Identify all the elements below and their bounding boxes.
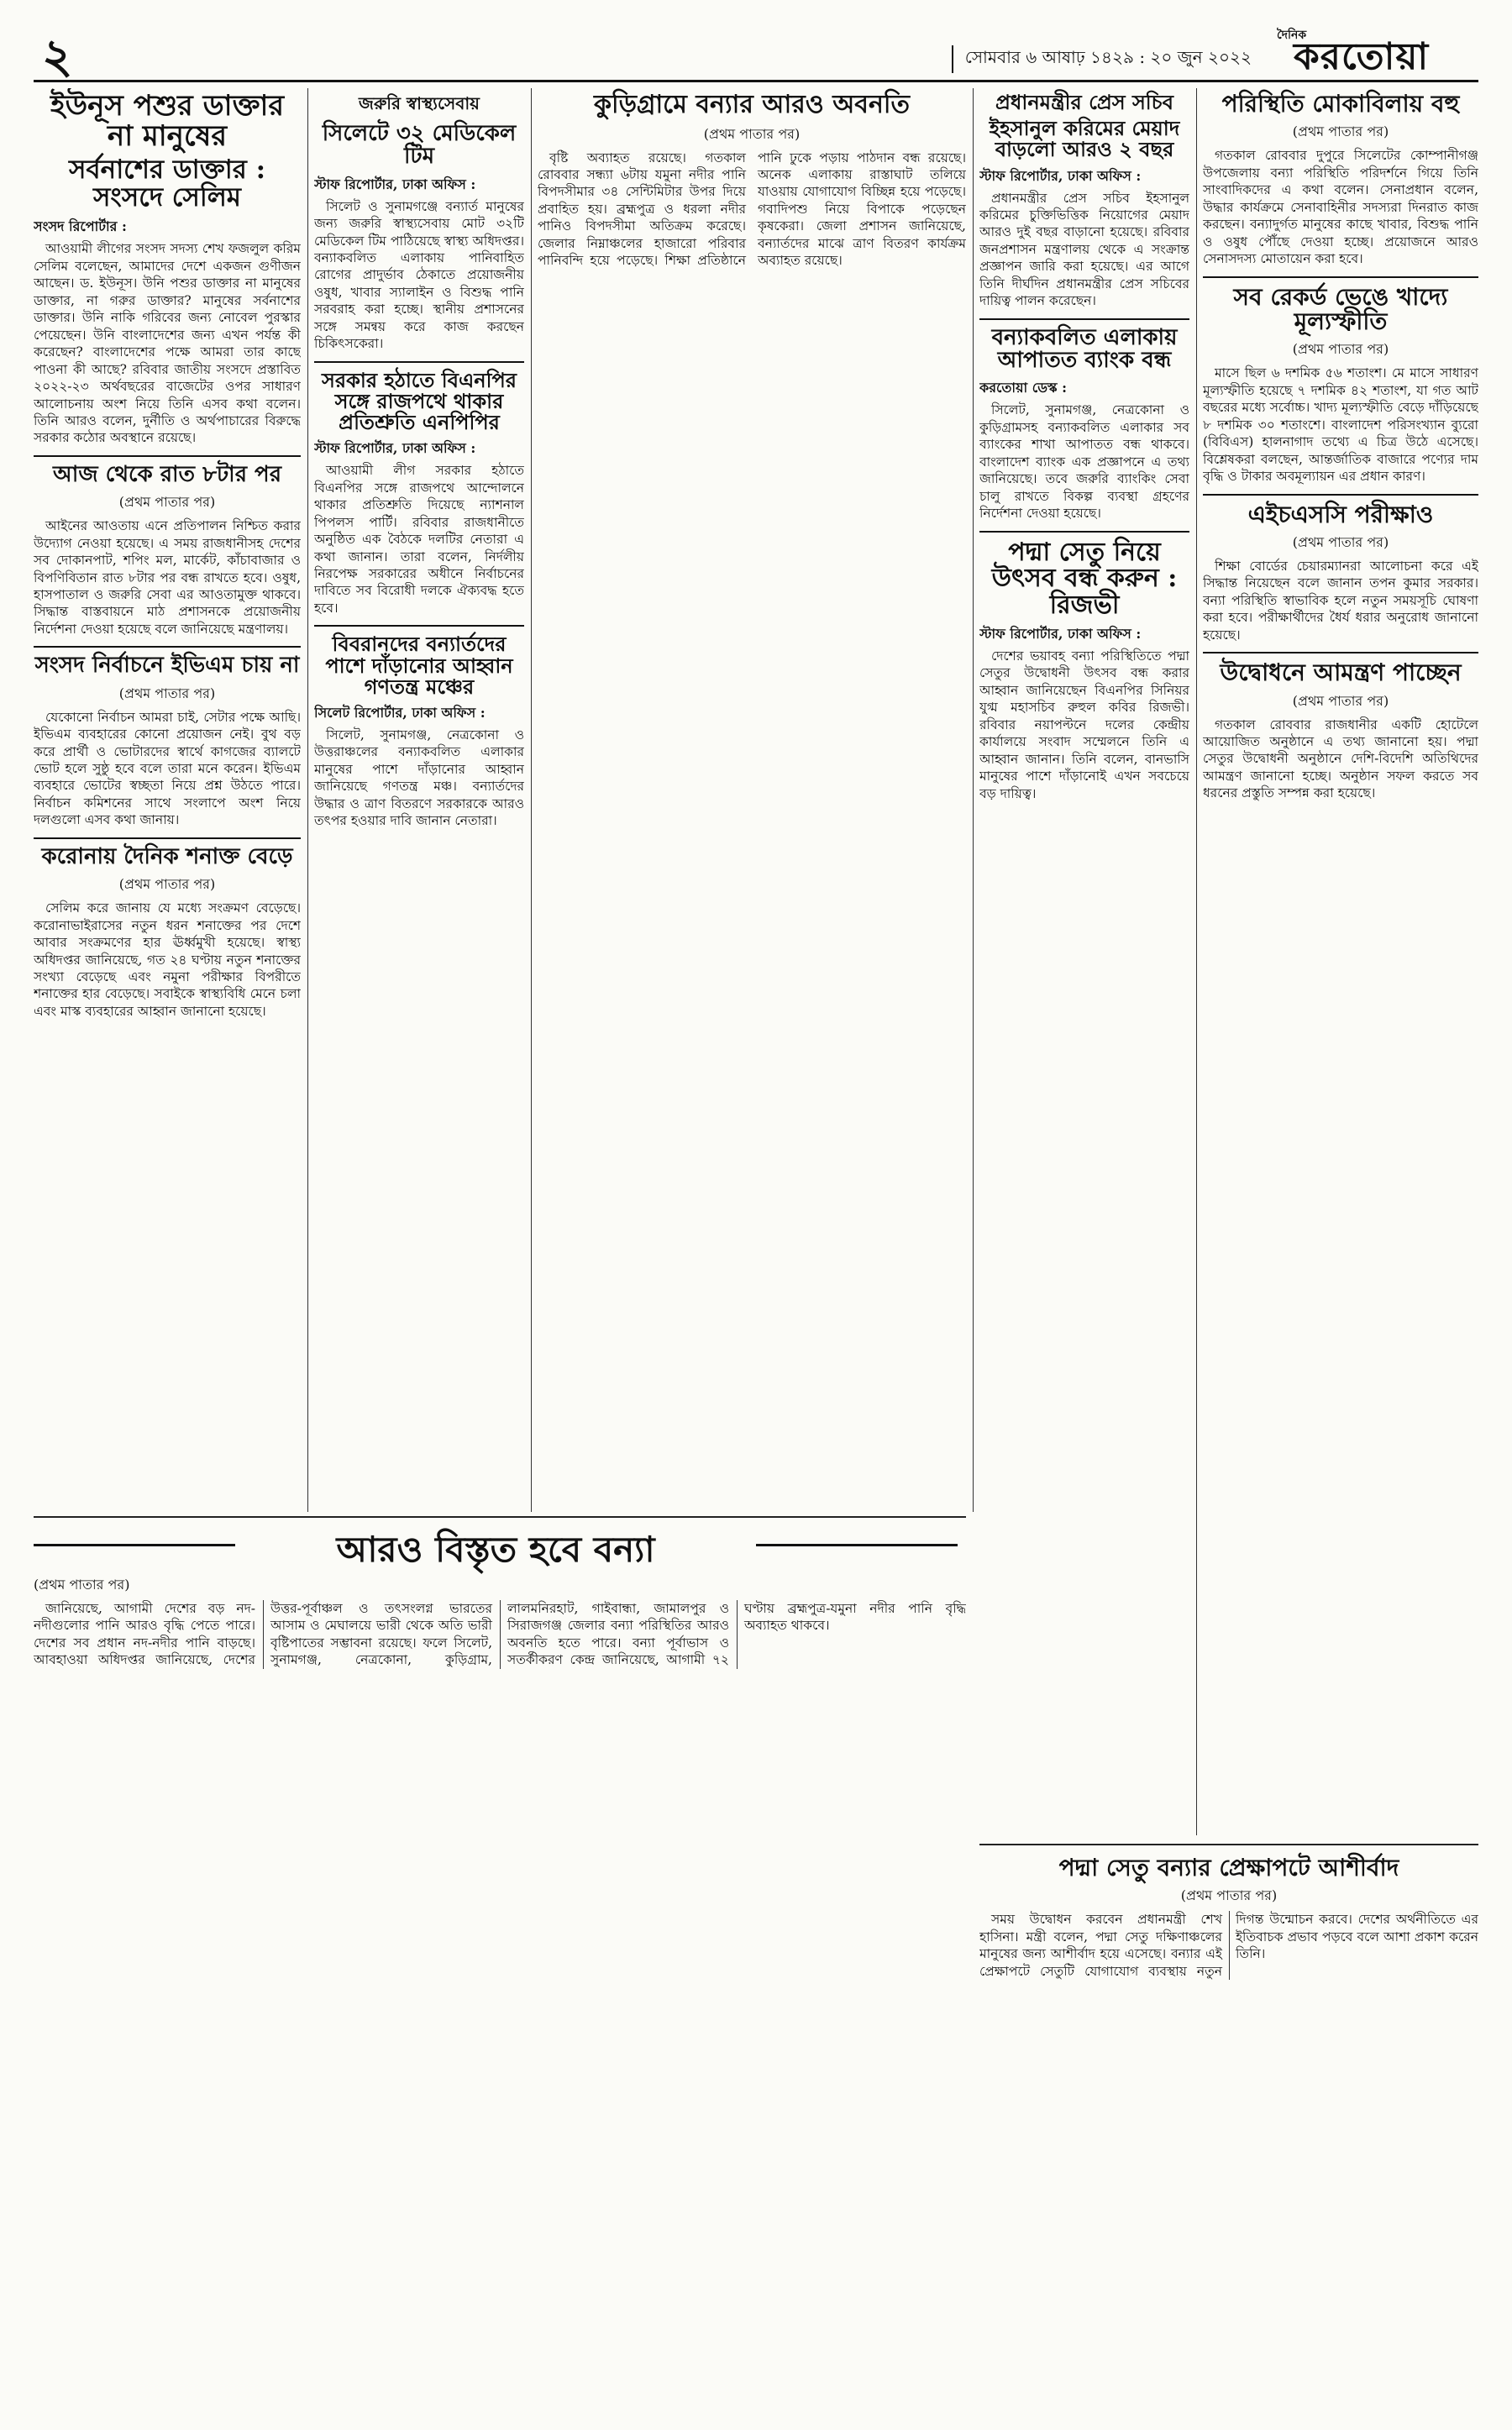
padma-section [979,531,1189,803]
inflation-continued: (প্রথম পাতার পর) [1292,341,1389,358]
selim-body [34,240,301,446]
press-body [979,190,1189,310]
medical-body [314,198,524,353]
inflation-headline: সব রেকর্ড ভেঙে খাদ্যে মূল্যস্ফীতি [1233,282,1448,335]
bonnarto-body [314,727,524,830]
kurigram-headline: কুড়িগ্রামে বন্যার আরও অবনতি [594,90,910,119]
evm-text: যেকোনো নির্বাচন আমরা চাই, সেটার পক্ষে আছি। ইভিএম ব্যবহারের কোনো প্রয়োজন নেই। বুথ বড় করে প্রার্থী ও ভোটারদের স্বার্থে কাগজের ব্যালটে ভোট হলে সুষ্ঠু হবে বলে তারা মনে করেন। ইভিএম ব্যবহারে ভোটের স্বচ্ছতা নিয়ে প্রশ্ন উঠতে পারে। নির্বাচন কমিশনের সাথে সংলাপে অংশ নিয়ে দলগুলো এসব কথা জানায়। [34,709,301,828]
selim-byline: সংসদ রিপোর্টার : [34,218,127,235]
padma-byline: স্টাফ রিপোর্টার, ঢাকা অফিস : [979,626,1142,642]
selim-headline-2: সর্বনাশের ডাক্তার : সংসদে সেলিম [68,155,266,213]
invite-continued: (প্রথম পাতার পর) [1292,692,1389,709]
banner-right-bar [756,1544,958,1546]
selim-text: আওয়ামী লীগের সংসদ সদস্য শেখ ফজলুল করিম সেলিম বলেছেন, আমাদের দেশে একজন গুণীজন আছেন। ড. ইউনূস। উনি পশুর ডাক্তার না মানুষের ডাক্তার, না গরুর ডাক্তার? মানুষের সর্বনাশের ডাক্তার। উনি নাকি গরিবের জন্য নোবেল পুরস্কার পেয়েছেন। উনি বাংলাদেশের জন্য এখন পর্যন্ত কী করেছেন? বাংলাদেশের পক্ষে আমরা তার কাছে পাওনা কী আছে? রবিবার জাতীয় সংসদে প্রস্তাবিত ২০২২-২৩ অর্থবছরের বাজেটের ওপর সাধারণ আলোচনায় অংশ নিয়ে তিনি এসব কথা বলেন। তিনি আরও বলেন, দুর্নীতি ও অর্থপাচারের বিরুদ্ধে সরকার কঠোর অবস্থানে রয়েছে। [34,241,301,446]
column-1 [34,88,301,1512]
bnp-text: আওয়ামী লীগ সরকার হঠাতে বিএনপির সঙ্গে রাজপথে আন্দোলনে থাকার প্রতিশ্রুতি দিয়েছে ন্যাশনাল পিপলস পার্টি। রবিবার রাজধানীতে অনুষ্ঠিত এক বৈঠকে দলটির নেতারা এ কথা জানান। তারা বলেন, নির্দলীয় নিরপেক্ষ সরকারের অধীনে নির্বাচনের দাবিতে সব বিরোধী দলকে ঐক্যবদ্ধ হতে হবে। [314,463,524,616]
corona-body [34,900,301,1020]
corona-continued: (প্রথম পাতার পর) [118,876,216,893]
rat-text: আইনের আওতায় এনে প্রতিপালন নিশ্চিত করার উদ্যোগ নেওয়া হয়েছে। এ সময় রাজধানীসহ দেশের সব দোকানপাট, শপিং মল, মার্কেট, কাঁচাবাজার ও বিপণিবিতান রাত ৮টার পর বন্ধ রাখতে হবে। ওষুধ, হাসপাতাল ও জরুরি সেবা এর আওতামুক্ত থাকবে। সিদ্ধান্ত বাস্তবায়নে মাঠ প্রশাসনকে প্রয়োজনীয় নির্দেশনা দেওয়া হয়েছে বলে জানিয়েছে মন্ত্রণালয়। [34,518,301,637]
section-divider [34,1516,966,1518]
evm-section [34,646,301,828]
blessing-text: সময় উদ্বোধন করবেন প্রধানমন্ত্রী শেখ হাসিনা। মন্ত্রী বলেন, পদ্মা সেতু দক্ষিণাঞ্চলের মানুষের জন্য আশীর্বাদ হয়ে এসেছে। বন্যার এই প্রেক্ষাপটে সেতুটি যোগাযোগ ব্যবস্থায় নতুন দিগন্ত উন্মোচন করবে। দেশের অর্থনীতিতে এর ইতিবাচক প্রভাব পড়বে বলে আশা প্রকাশ করেন তিনি। [979,1912,1478,1979]
medical-byline: স্টাফ রিপোর্টার, ঢাকা অফিস : [314,176,476,192]
padma-text: দেশের ভয়াবহ বন্যা পরিস্থিতিতে পদ্মা সেতুর উদ্বোধনী উৎসব বন্ধ করার আহ্বান জানিয়েছেন বিএনপির সিনিয়র যুগ্ম মহাসচিব রুহুল কবির রিজভী। রবিবার নয়াপল্টনে দলের কেন্দ্রীয় কার্যালয়ে সংবাদ সম্মেলনে তিনি এ আহ্বান জানান। তিনি বলেন, বানভাসি মানুষের পাশে দাঁড়ানোই এখন সবচেয়ে বড় দায়িত্ব। [979,648,1189,801]
flood-body [34,1600,966,1669]
situation-body [1203,147,1478,267]
rat-continued: (প্রথম পাতার পর) [118,494,216,511]
blessing-article [979,1852,1478,2404]
hsc-continued: (প্রথম পাতার পর) [1292,533,1389,550]
situation-continued: (প্রথম পাতার পর) [1292,123,1389,140]
page-header [34,17,1478,82]
column-5 [1203,88,1478,1835]
logo-title: করতোয়া [1294,35,1430,78]
flood-headline: আরও বিস্তৃত হবে বন্যা [336,1529,655,1570]
bnp-byline: স্টাফ রিপোর্টার, ঢাকা অফিস : [314,440,476,457]
column-divider [973,88,974,1512]
bnp-section [314,361,524,617]
hsc-text: শিক্ষা বোর্ডের চেয়ারম্যানরা আলোচনা করে এই সিদ্ধান্ত নিয়েছেন বলে জানান তপন কুমার সরকার। বন্যা পরিস্থিতি স্বাভাবিক হলে নতুন সময়সূচি ঘোষণা করা হবে। পরীক্ষার্থীদের ধৈর্য ধরার অনুরোধ জানানো হয়েছে। [1203,558,1478,643]
padma-body [979,648,1189,802]
corona-text: সেলিম করে জানায় যে মধ্যে সংক্রমণ বেড়েছে। করোনাভাইরাসের নতুন ধরন শনাক্তের পর দেশে আবার সংক্রমণের হার ঊর্ধ্বমুখী হয়েছে। স্বাস্থ্য অধিদপ্তর জানিয়েছে, গত ২৪ ঘণ্টায় নতুন শনাক্তের সংখ্যা বেড়েছে এবং নমুনা পরীক্ষার বিপরীতে শনাক্তের হার বেড়েছে। সবাইকে স্বাস্থ্যবিধি মেনে চলা এবং মাস্ক ব্যবহারের আহ্বান জানানো হয়েছে। [34,900,301,1019]
kurigram-text: বৃষ্টি অব্যাহত রয়েছে। গতকাল রোববার সন্ধ্যা ৬টায় যমুনা নদীর পানি বিপদসীমার ৩৪ সেন্টিমিটার উপর দিয়ে প্রবাহিত হয়। ব্রহ্মপুত্র ও ধরলা নদীর পানিও বিপদসীমা অতিক্রম করেছে। জেলার নিম্নাঞ্চলের হাজারো পরিবার পানিবন্দি হয়ে পড়েছে। শিক্ষা প্রতিষ্ঠানে পানি ঢুকে পড়ায় পাঠদান বন্ধ রয়েছে। অনেক এলাকায় রাস্তাঘাট তলিয়ে যাওয়ায় যোগাযোগ বিচ্ছিন্ন হয়ে পড়েছে। গবাদিপশু নিয়ে বিপাকে পড়েছেন কৃষকেরা। জেলা প্রশাসন জানিয়েছে, বন্যার্তদের মাঝে ত্রাণ বিতরণ কার্যক্রম অব্যাহত রয়েছে। [538,150,966,269]
bank-section [979,318,1189,522]
bonnarto-byline: সিলেট রিপোর্টার, ঢাকা অফিস : [314,704,486,721]
press-headline-1: প্রধানমন্ত্রীর প্রেস সচিব [995,90,1173,114]
blessing-headline: পদ্মা সেতু বন্যার প্রেক্ষাপটে আশীর্বাদ [1058,1854,1399,1882]
rat-section [34,455,301,638]
medical-kicker: জরুরি স্বাস্থ্যসেবায় [359,93,480,113]
dateline: সোমবার ৬ আষাঢ় ১৪২৯ : ২০ জুন ২০২২ [952,45,1252,73]
column-2 [314,88,524,1512]
rat-body [34,517,301,638]
banner-left-bar [34,1544,235,1546]
bank-body [979,402,1189,522]
press-byline: স্টাফ রিপোর্টার, ঢাকা অফিস : [979,167,1142,184]
hsc-body [1203,558,1478,643]
column-4 [979,88,1189,1835]
invite-headline: উদ্বোধনে আমন্ত্রণ পাচ্ছেন [1220,659,1462,687]
blessing-continued: (প্রথম পাতার পর) [1180,1887,1278,1904]
hsc-headline: এইচএসসি পরীক্ষাও [1247,500,1434,528]
evm-continued: (প্রথম পাতার পর) [118,685,216,701]
evm-headline: সংসদ নির্বাচনে ইভিএম চায় না [34,653,300,679]
column-divider [531,88,532,1512]
evm-body [34,709,301,829]
bank-byline: করতোয়া ডেস্ক : [979,380,1067,396]
situation-text: গতকাল রোববার দুপুরে সিলেটের কোম্পানীগঞ্জ উপজেলায় বন্যা পরিস্থিতি পরিদর্শনে গিয়ে তিনি সাংবাদিকদের এ কথা বলেন। সেনাপ্রধান বলেন, উদ্ধার কার্যক্রমে সেনাবাহিনীর সদস্যরা দিনরাত কাজ করছেন। বন্যাদুর্গত মানুষের কাছে খাবার, বিশুদ্ধ পানি ও ওষুধ পৌঁছে দেওয়া হচ্ছে। প্রয়োজনে আরও সেনাসদস্য মোতায়েন করা হবে। [1203,148,1478,267]
inflation-body [1203,365,1478,485]
situation-headline: পরিস্থিতি মোকাবিলায় বহু [1221,90,1460,118]
flood-banner [34,1522,958,1570]
flood-article [34,1572,966,2404]
invite-section [1203,652,1478,802]
hsc-section [1203,494,1478,644]
bonnarto-headline: বিবরানদের বন্যার্তদের পাশে দাঁড়ানোর আহ্বান গণতন্ত্র মঞ্চের [325,632,513,699]
bonnarto-text: সিলেট, সুনামগঞ্জ, নেত্রকোনা ও উত্তরাঞ্চলের বন্যাকবলিত এলাকার মানুষের পাশে দাঁড়ানোর আহ্বান জানিয়েছে গণতন্ত্র মঞ্চ। বন্যার্তদের উদ্ধার ও ত্রাণ বিতরণে সরকারকে আরও তৎপর হওয়ার দাবি জানান নেতারা। [314,727,524,829]
selim-headline-1: ইউনূস পশুর ডাক্তার না মানুষের [50,89,285,153]
inflation-section [1203,276,1478,485]
medical-headline: সিলেটে ৩২ মেডিকেল টিম [322,121,517,170]
bnp-body [314,462,524,617]
bank-text: সিলেট, সুনামগঞ্জ, নেত্রকোনা ও কুড়িগ্রামসহ বন্যাকবলিত এলাকার সব ব্যাংকের শাখা আপাতত বন্ধ থাকবে। বাংলাদেশ ব্যাংক এক প্রজ্ঞাপনে এ তথ্য জানিয়েছে। তবে জরুরি ব্যাংকিং সেবা চালু রাখতে বিকল্প ব্যবস্থা গ্রহণের নির্দেশনা দেওয়া হয়েছে। [979,402,1189,522]
bank-headline: বন্যাকবলিত এলাকায় আপাতত ব্যাংক বন্ধ [991,324,1178,374]
press-headline-2: ইহসানুল করিমের মেয়াদ বাড়লো আরও ২ বছর [989,116,1180,162]
column-3 [538,88,966,1512]
rat-headline: আজ থেকে রাত ৮টার পর [53,461,281,487]
invite-body [1203,716,1478,802]
section-divider [979,1844,1478,1845]
flood-continued: (প্রথম পাতার পর) [34,1577,130,1593]
press-text: প্রধানমন্ত্রীর প্রেস সচিব ইহসানুল করিমের চুক্তিভিত্তিক নিয়োগের মেয়াদ আরও দুই বছর বাড়ানো হয়েছে। রবিবার জনপ্রশাসন মন্ত্রণালয় থেকে এ সংক্রান্ত প্রজ্ঞাপন জারি করা হয়েছে। এর আগে তিনি দীর্ঘদিন প্রধানমন্ত্রীর প্রেস সচিবের দায়িত্ব পালন করেছেন। [979,190,1189,309]
blessing-body [979,1911,1478,1980]
flood-text: জানিয়েছে, আগামী দেশের বড় নদ-নদীগুলোর পানি আরও বৃদ্ধি পেতে পারে। দেশের সব প্রধান নদ-নদীর পানি বাড়ছে। আবহাওয়া অধিদপ্তর জানিয়েছে, দেশের উত্তর-পূর্বাঞ্চল ও তৎসংলগ্ন ভারতের আসাম ও মেঘালয়ে ভারী থেকে অতি ভারী বৃষ্টিপাতের সম্ভাবনা রয়েছে। ফলে সিলেট, সুনামগঞ্জ, নেত্রকোনা, কুড়িগ্রাম, লালমনিরহাট, গাইবান্ধা, জামালপুর ও সিরাজগঞ্জ জেলার বন্যা পরিস্থিতির আরও অবনতি হতে পারে। বন্যা পূর্বাভাস ও সতর্কীকরণ কেন্দ্র জানিয়েছে, আগামী ৭২ ঘণ্টায় ব্রহ্মপুত্র-যমুনা নদীর পানি বৃদ্ধি অব্যাহত থাকবে। [34,1601,966,1668]
page-number: ২ [42,29,73,84]
medical-text: সিলেট ও সুনামগঞ্জে বন্যার্ত মানুষের জন্য জরুরি স্বাস্থ্যসেবায় মোট ৩২টি মেডিকেল টিম পাঠিয়েছে স্বাস্থ্য অধিদপ্তর। বন্যাকবলিত এলাকায় পানিবাহিত রোগের প্রাদুর্ভাব ঠেকাতে প্রয়োজনীয় ওষুধ, খাবার স্যালাইন ও বিশুদ্ধ পানি সরবরাহ করা হচ্ছে। স্থানীয় প্রশাসনের সঙ্গে সমন্বয় করে কাজ করছেন চিকিৎসকেরা। [314,198,524,352]
corona-headline: করোনায় দৈনিক শনাক্ত বেড়ে [41,843,293,869]
inflation-text: মাসে ছিল ৬ দশমিক ৫৬ শতাংশ। মে মাসে সাধারণ মূল্যস্ফীতি হয়েছে ৭ দশমিক ৪২ শতাংশ, যা গত আট বছরের মধ্যে সর্বোচ্চ। খাদ্য মূল্যস্ফীতি বেড়ে দাঁড়িয়েছে ৮ দশমিক ৩০ শতাংশে। বাংলাদেশ পরিসংখ্যান ব্যুরো (বিবিএস) হালনাগাদ তথ্যে এ চিত্র উঠে এসেছে। বিশ্লেষকরা বলছেন, আন্তর্জাতিক বাজারে পণ্যের দাম বৃদ্ধি ও টাকার অবমূল্যায়ন এর প্রধান কারণ। [1203,365,1478,485]
corona-section [34,837,301,1020]
bonnarto-section [314,625,524,829]
kurigram-continued: (প্রথম পাতার পর) [703,125,801,142]
newspaper-logo [1268,17,1478,76]
bnp-headline: সরকার হঠাতে বিএনপির সঙ্গে রাজপথে থাকার প্রতিশ্রুতি এনপিপির [322,367,517,435]
kurigram-body [538,150,966,270]
column-divider [307,88,308,1512]
invite-text: গতকাল রোববার রাজধানীর একটি হোটেলে আয়োজিত অনুষ্ঠানে এ তথ্য জানানো হয়। পদ্মা সেতুর উদ্বোধনী অনুষ্ঠানে দেশি-বিদেশি অতিথিদের আমন্ত্রণ জানানো হচ্ছে। অনুষ্ঠান সফল করতে সব ধরনের প্রস্তুতি সম্পন্ন করা হয়েছে। [1203,716,1478,801]
padma-headline: পদ্মা সেতু নিয়ে উৎসব বন্ধ করুন : রিজভী [991,537,1178,620]
column-divider [1196,88,1197,1835]
logo-small-text: দৈনিক [1277,29,1307,42]
